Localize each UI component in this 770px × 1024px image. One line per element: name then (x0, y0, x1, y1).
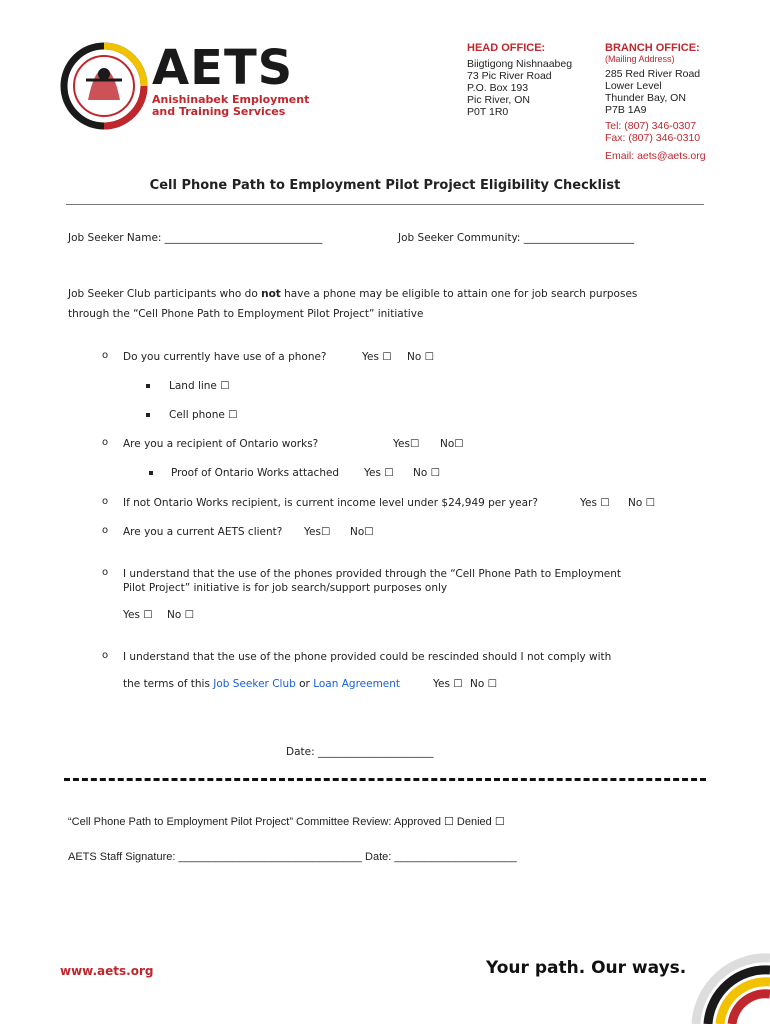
bullet-circle: o (102, 496, 109, 507)
or-text: or (295, 678, 314, 690)
intro-line-2: through the “Cell Phone Path to Employment Pilot Project” initiative (68, 308, 424, 320)
proof-ontario-works-label: Proof of Ontario Works attached (171, 467, 340, 479)
head-office-block (467, 42, 572, 118)
head-office-line: Biigtigong Nishnaabeg (467, 58, 573, 70)
brand-subtitle (152, 94, 309, 118)
income-no-checkbox[interactable]: No ☐ (628, 497, 656, 509)
question-income: If not Ontario Works recipient, is current income level under $24,949 per year? (123, 497, 538, 509)
intro-text: Job Seeker Club participants who do (68, 288, 262, 300)
branch-office-block (605, 42, 706, 162)
job-seeker-community-field[interactable]: Job Seeker Community: _____________________ (398, 232, 635, 244)
intro-emphasis: not (261, 288, 281, 300)
branch-office-fax: Fax: (807) 346-0310 (605, 132, 701, 144)
aets-client-yes-checkbox[interactable]: Yes☐ (304, 526, 331, 538)
head-office-line: Pic River, ON (467, 94, 531, 106)
job-search-use-no-checkbox[interactable]: No ☐ (167, 609, 195, 621)
brand-name: AETS (152, 40, 294, 96)
branch-office-line: 285 Red River Road (605, 68, 701, 80)
head-office-line: P0T 1R0 (467, 106, 509, 118)
rescinded-yes-checkbox[interactable]: Yes ☐ (433, 678, 463, 690)
aets-client-no-checkbox[interactable]: No☐ (350, 526, 374, 538)
question-ontario-works: Are you a recipient of Ontario works? (123, 438, 319, 450)
statement-job-search-use: I understand that the use of the phones provided through the “Cell Phone Path to Employment (123, 568, 622, 580)
bullet-circle: o (102, 567, 109, 578)
ontario-works-no-checkbox[interactable]: No☐ (440, 438, 464, 450)
cell-phone-checkbox[interactable]: Cell phone ☐ (169, 409, 238, 421)
bullet-circle: o (102, 525, 109, 536)
intro-text: have a phone may be eligible to attain one for job search purposes (280, 288, 638, 300)
bullet-square (149, 471, 153, 475)
phone-no-checkbox[interactable]: No ☐ (407, 351, 435, 363)
committee-review[interactable]: “Cell Phone Path to Employment Pilot Project” Committee Review: Approved ☐ Denied ☐ (68, 816, 505, 828)
rescinded-no-checkbox[interactable]: No ☐ (470, 678, 498, 690)
intro-line-1 (68, 288, 637, 300)
terms-text: the terms of this (123, 678, 214, 690)
statement-rescinded: I understand that the use of the phone provided could be rescinded should I not comply with (123, 651, 612, 663)
branch-office-tel: Tel: (807) 346-0307 (605, 120, 697, 132)
branch-office-line: Thunder Bay, ON (605, 92, 686, 104)
statement-rescinded-cont (123, 678, 400, 690)
ontario-works-yes-checkbox[interactable]: Yes☐ (393, 438, 420, 450)
brand-subtitle-line-2: and Training Services (152, 105, 286, 118)
branch-office-line: Lower Level (605, 80, 662, 92)
branch-office-email: Email: aets@aets.org (605, 150, 706, 162)
branch-office-line: P7B 1A9 (605, 104, 647, 116)
brand-subtitle-line-1: Anishinabek Employment (152, 93, 310, 106)
land-line-checkbox[interactable]: Land line ☐ (169, 380, 230, 392)
head-office-line: P.O. Box 193 (467, 82, 529, 94)
income-yes-checkbox[interactable]: Yes ☐ (580, 497, 610, 509)
bullet-circle: o (102, 437, 109, 448)
staff-signature-field[interactable]: AETS Staff Signature: ______________________________ Date: ____________________ (68, 851, 517, 863)
footer-tagline: Your path. Our ways. (486, 958, 687, 978)
aets-logo-emblem (58, 40, 150, 132)
document-title: Cell Phone Path to Employment Pilot Project Eligibility Checklist (149, 178, 621, 193)
job-seeker-name-field[interactable]: Job Seeker Name: ______________________________ (68, 232, 323, 244)
head-office-label: HEAD OFFICE: (467, 42, 546, 54)
branch-office-label: BRANCH OFFICE: (605, 42, 700, 54)
bullet-square (146, 384, 150, 388)
date-field[interactable]: Date: ______________________ (286, 746, 434, 758)
head-office-line: 73 Pic River Road (467, 70, 552, 82)
statement-job-search-use-cont: Pilot Project” initiative is for job search/support purposes only (123, 582, 448, 594)
bullet-square (146, 413, 150, 417)
proof-yes-checkbox[interactable]: Yes ☐ (364, 467, 394, 479)
title-rule (66, 204, 704, 205)
question-phone: Do you currently have use of a phone? (123, 351, 327, 363)
dashed-separator (64, 778, 706, 781)
bullet-circle: o (102, 350, 109, 361)
bullet-circle: o (102, 650, 109, 661)
loan-agreement-link[interactable]: Loan Agreement (313, 678, 401, 690)
job-search-use-yes-checkbox[interactable]: Yes ☐ (123, 609, 153, 621)
job-seeker-club-link[interactable]: Job Seeker Club (213, 678, 296, 690)
branch-office-note: (Mailing Address) (605, 54, 675, 64)
footer-emblem-arc (676, 940, 770, 1024)
question-aets-client: Are you a current AETS client? (123, 526, 283, 538)
phone-yes-checkbox[interactable]: Yes ☐ (362, 351, 392, 363)
footer-website-link[interactable]: www.aets.org (60, 964, 154, 978)
proof-no-checkbox[interactable]: No ☐ (413, 467, 441, 479)
